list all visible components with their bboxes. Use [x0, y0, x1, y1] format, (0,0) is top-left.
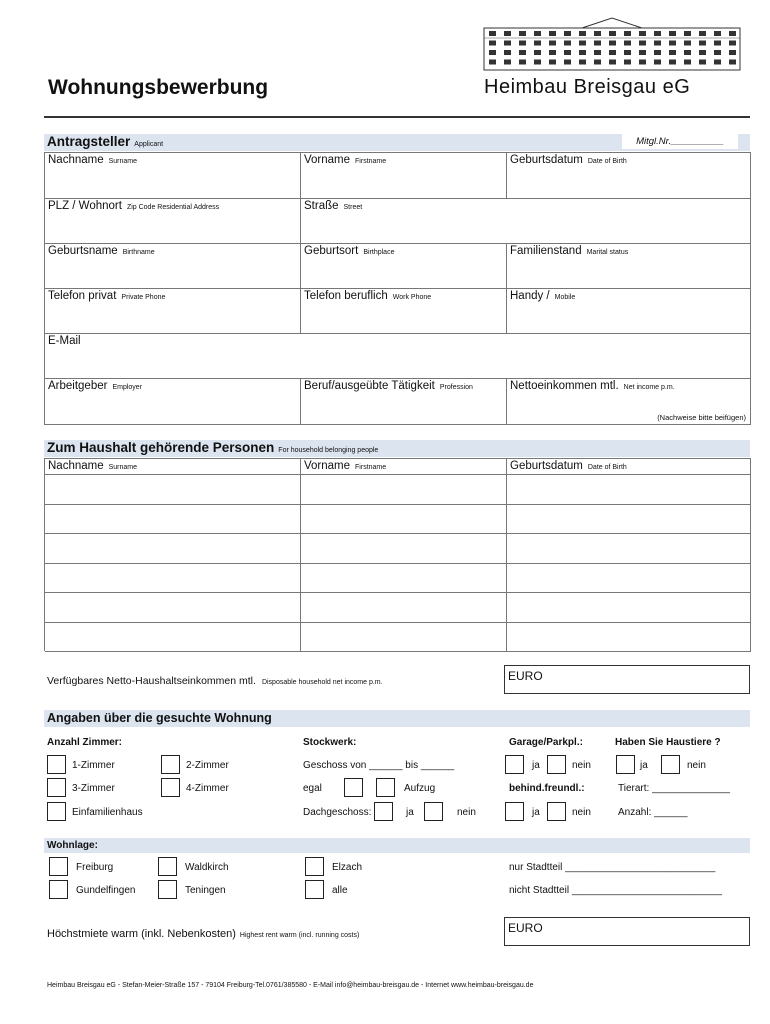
household-col-firstname: Vorname Firstname	[301, 459, 507, 475]
mobile-field[interactable]: Handy / Mobile	[507, 289, 751, 334]
not-district-field[interactable]: nicht Stadtteil ___________________________	[509, 885, 722, 896]
pet-count-field[interactable]: Anzahl: ______	[618, 807, 688, 818]
pets-no-checkbox[interactable]	[661, 755, 680, 774]
form-title: Wohnungsbewerbung	[48, 76, 269, 99]
attic-no-checkbox[interactable]	[424, 802, 443, 821]
email-field[interactable]: E-Mail	[45, 334, 751, 379]
heimbau-building-logo	[482, 16, 742, 77]
house-checkbox[interactable]	[47, 802, 66, 821]
room-1-label: 1-Zimmer	[72, 760, 115, 771]
garage-yes-label: ja	[532, 760, 540, 771]
footer-contact: Heimbau Breisgau eG - Stefan-Meier-Straße 157 - 79104 Freiburg-Tel.0761/385580 - E-Mail info@heimbau-breisgau.de - Internet www.heimbau-breisgau.de	[47, 982, 534, 989]
private-phone-field[interactable]: Telefon privat Private Phone	[45, 289, 301, 334]
income-proof-note: (Nachweise bitte beifügen)	[657, 413, 746, 422]
household-cell[interactable]	[301, 593, 507, 623]
household-col-surname: Nachname Surname	[45, 459, 301, 475]
household-cell[interactable]	[301, 623, 507, 653]
room-4-label: 4-Zimmer	[186, 783, 229, 794]
garage-label: Garage/Parkpl.:	[509, 737, 583, 748]
elevator-checkbox[interactable]	[376, 778, 395, 797]
profession-field[interactable]: Beruf/ausgeübte Tätigkeit Profession	[301, 379, 507, 425]
attic-no-label: nein	[457, 807, 476, 818]
search-section-title: Angaben über die gesuchte Wohnung	[47, 711, 272, 725]
pets-yes-label: ja	[640, 760, 648, 771]
freiburg-label: Freiburg	[76, 862, 114, 873]
household-cell[interactable]	[301, 534, 507, 564]
header-rule	[44, 116, 750, 118]
teningen-label: Teningen	[185, 885, 226, 896]
household-cell[interactable]	[45, 593, 301, 623]
household-cell[interactable]	[301, 505, 507, 535]
handicap-yes-checkbox[interactable]	[505, 802, 524, 821]
household-cell[interactable]	[507, 475, 751, 505]
gundelfingen-checkbox[interactable]	[49, 880, 68, 899]
work-phone-field[interactable]: Telefon beruflich Work Phone	[301, 289, 507, 334]
household-col-birthdate: Geburtsdatum Date of Birth	[507, 459, 751, 475]
pets-no-label: nein	[687, 760, 706, 771]
location-label: Wohnlage:	[47, 840, 98, 851]
room-2-label: 2-Zimmer	[186, 760, 229, 771]
household-cell[interactable]	[45, 534, 301, 564]
garage-no-checkbox[interactable]	[547, 755, 566, 774]
elzach-checkbox[interactable]	[305, 857, 324, 876]
street-field[interactable]: Straße Street	[301, 199, 751, 244]
elevator-label: Aufzug	[404, 783, 436, 794]
household-cell[interactable]	[45, 623, 301, 653]
floor-any-checkbox[interactable]	[344, 778, 363, 797]
pets-label: Haben Sie Haustiere ?	[615, 737, 721, 748]
attic-yes-checkbox[interactable]	[374, 802, 393, 821]
freiburg-checkbox[interactable]	[49, 857, 68, 876]
room-2-checkbox[interactable]	[161, 755, 180, 774]
household-cell[interactable]	[507, 534, 751, 564]
household-cell[interactable]	[507, 593, 751, 623]
garage-no-label: nein	[572, 760, 591, 771]
household-cell[interactable]	[301, 564, 507, 594]
household-income-input[interactable]: EURO	[504, 665, 750, 694]
garage-yes-checkbox[interactable]	[505, 755, 524, 774]
teningen-checkbox[interactable]	[158, 880, 177, 899]
only-district-field[interactable]: nur Stadtteil ___________________________	[509, 862, 716, 873]
household-section-title: Zum Haushalt gehörende Personen For household belonging people	[47, 440, 379, 455]
location-section-bar	[44, 838, 750, 853]
household-income-label: Verfügbares Netto-Haushaltseinkommen mtl. Disposable household net income p.m.	[47, 675, 383, 687]
household-cell[interactable]	[45, 564, 301, 594]
floor-range-field[interactable]: Geschoss von ______ bis ______	[303, 760, 455, 771]
handicap-label: behind.freundl.:	[509, 783, 585, 794]
household-cell[interactable]	[507, 564, 751, 594]
household-cell[interactable]	[45, 505, 301, 535]
gundelfingen-label: Gundelfingen	[76, 885, 136, 896]
birthname-field[interactable]: Geburtsname Birthname	[45, 244, 301, 289]
surname-field[interactable]: Nachname Surname	[45, 153, 301, 199]
all-locations-label: alle	[332, 885, 348, 896]
household-cell[interactable]	[301, 475, 507, 505]
attic-label: Dachgeschoss:	[303, 807, 372, 818]
attic-yes-label: ja	[406, 807, 414, 818]
floor-any-label: egal	[303, 783, 322, 794]
max-rent-label: Höchstmiete warm (inkl. Nebenkosten) Highest rent warm (incl. running costs)	[47, 928, 360, 940]
max-rent-input[interactable]: EURO	[504, 917, 750, 946]
household-table	[44, 458, 751, 651]
room-3-checkbox[interactable]	[47, 778, 66, 797]
handicap-yes-label: ja	[532, 807, 540, 818]
household-cell[interactable]	[507, 623, 751, 653]
company-name: Heimbau Breisgau eG	[484, 76, 691, 98]
pet-type-field[interactable]: Tierart: ______________	[618, 783, 730, 794]
household-cell[interactable]	[45, 475, 301, 505]
firstname-field[interactable]: Vorname Firstname	[301, 153, 507, 199]
applicant-table	[44, 152, 751, 425]
elzach-label: Elzach	[332, 862, 363, 873]
marital-status-field[interactable]: Familienstand Marital status	[507, 244, 751, 289]
house-label: Einfamilienhaus	[72, 807, 143, 818]
waldkirch-checkbox[interactable]	[158, 857, 177, 876]
handicap-no-checkbox[interactable]	[547, 802, 566, 821]
handicap-no-label: nein	[572, 807, 591, 818]
net-income-field[interactable]: Nettoeinkommen mtl. Net income p.m. (Nachweise bitte beifügen)	[507, 379, 751, 425]
pets-yes-checkbox[interactable]	[616, 755, 635, 774]
room-3-label: 3-Zimmer	[72, 783, 115, 794]
birthplace-field[interactable]: Geburtsort Birthplace	[301, 244, 507, 289]
applicant-section-title: Antragsteller Applicant	[47, 134, 164, 149]
floor-label: Stockwerk:	[303, 737, 357, 748]
member-number-field[interactable]: Mitgl.Nr.__________	[622, 134, 738, 149]
room-4-checkbox[interactable]	[161, 778, 180, 797]
employer-field[interactable]: Arbeitgeber Employer	[45, 379, 301, 425]
household-cell[interactable]	[507, 505, 751, 535]
birthdate-field[interactable]: Geburtsdatum Date of Birth	[507, 153, 751, 199]
rooms-label: Anzahl Zimmer:	[47, 737, 123, 748]
zip-city-field[interactable]: PLZ / Wohnort Zip Code Residential Address	[45, 199, 301, 244]
all-locations-checkbox[interactable]	[305, 880, 324, 899]
room-1-checkbox[interactable]	[47, 755, 66, 774]
waldkirch-label: Waldkirch	[185, 862, 229, 873]
